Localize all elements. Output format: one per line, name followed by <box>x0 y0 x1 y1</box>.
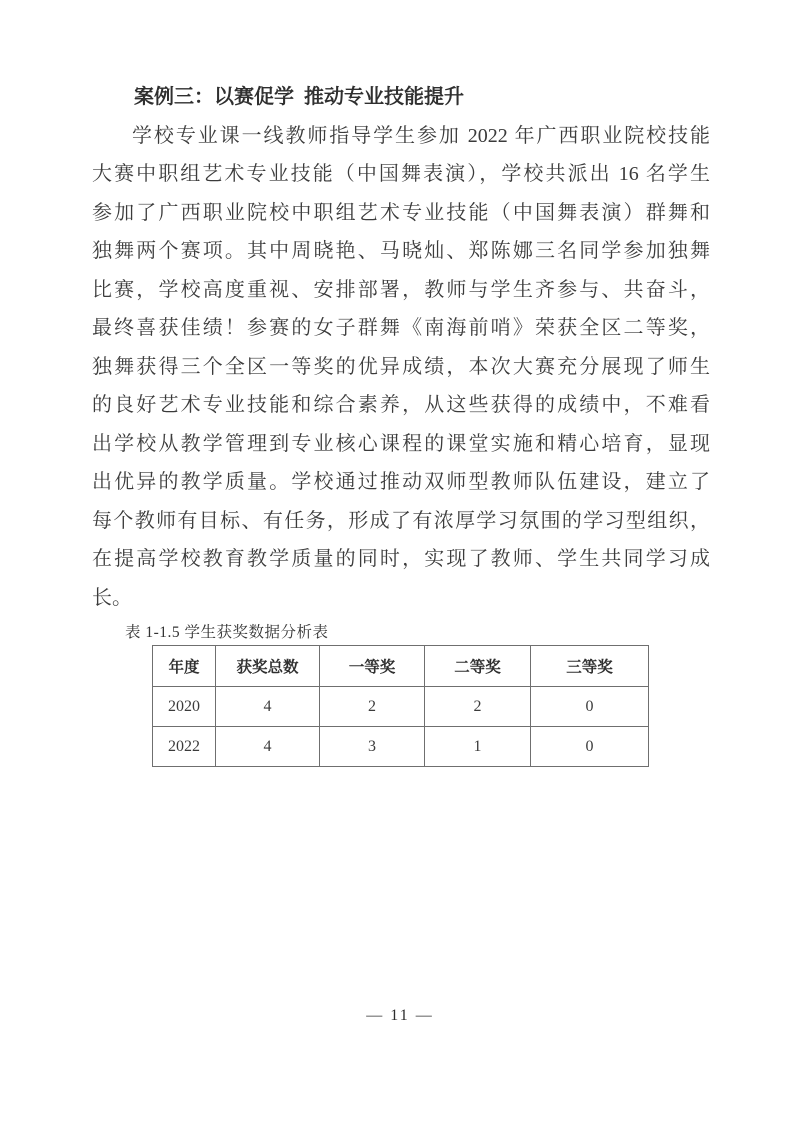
table-cell: 1 <box>425 727 531 767</box>
paragraph-line: 比赛，学校高度重视、安排部署，教师与学生齐参与、共奋斗， <box>92 278 710 301</box>
awards-table <box>152 645 649 767</box>
table-cell: 0 <box>531 687 649 727</box>
paragraph-line: 出优异的教学质量。学校通过推动双师型教师队伍建设，建立了 <box>92 471 710 493</box>
paragraph-line: 长。 <box>92 586 132 609</box>
page-number: — 11 — <box>366 1007 434 1024</box>
table-cell: 4 <box>216 687 320 727</box>
paragraph-line: 在提高学校教育教学质量的同时，实现了教师、学生共同学习成 <box>92 548 710 570</box>
table-cell: 4 <box>216 727 320 767</box>
table-cell: 2 <box>320 687 425 727</box>
paragraph-line: 独舞两个赛项。其中周晓艳、马晓灿、郑陈娜三名同学参加独舞 <box>92 240 710 262</box>
table-cell: 2020 <box>153 687 216 727</box>
table-header-cell: 三等奖 <box>531 646 649 687</box>
table-row <box>153 727 649 767</box>
table-cell: 2022 <box>153 727 216 767</box>
section-heading: 案例三：以赛促学 推动专业技能提升 <box>134 86 464 108</box>
table-header-cell: 一等奖 <box>320 646 425 687</box>
body-paragraph <box>92 117 710 618</box>
paragraph-line: 独舞获得三个全区一等奖的优异成绩，本次大赛充分展现了师生 <box>92 355 710 378</box>
paragraph-line: 出学校从教学管理到专业核心课程的课堂实施和精心培育，显现 <box>92 432 710 455</box>
table-row <box>153 687 649 727</box>
table-cell: 3 <box>320 727 425 767</box>
table-header-cell: 二等奖 <box>425 646 531 687</box>
table-caption: 表 1-1.5 学生获奖数据分析表 <box>125 624 329 641</box>
paragraph-line: 最终喜获佳绩！参赛的女子群舞《南海前哨》荣获全区二等奖， <box>92 317 710 339</box>
paragraph-line: 大赛中职组艺术专业技能（中国舞表演），学校共派出 16 名学生 <box>92 163 710 185</box>
paragraph-line: 参加了广西职业院校中职组艺术专业技能（中国舞表演）群舞和 <box>92 201 710 224</box>
table-header-row <box>153 646 649 687</box>
table-header-cell: 获奖总数 <box>216 646 320 687</box>
document-content <box>92 78 710 767</box>
table-cell: 0 <box>531 727 649 767</box>
table-cell: 2 <box>425 687 531 727</box>
paragraph-line: 学校专业课一线教师指导学生参加 2022 年广西职业院校技能 <box>132 124 710 147</box>
table-header-cell: 年度 <box>153 646 216 687</box>
paragraph-line: 每个教师有目标、有任务，形成了有浓厚学习氛围的学习型组织， <box>92 509 710 532</box>
paragraph-line: 的良好艺术专业技能和综合素养，从这些获得的成绩中，不难看 <box>92 394 710 416</box>
